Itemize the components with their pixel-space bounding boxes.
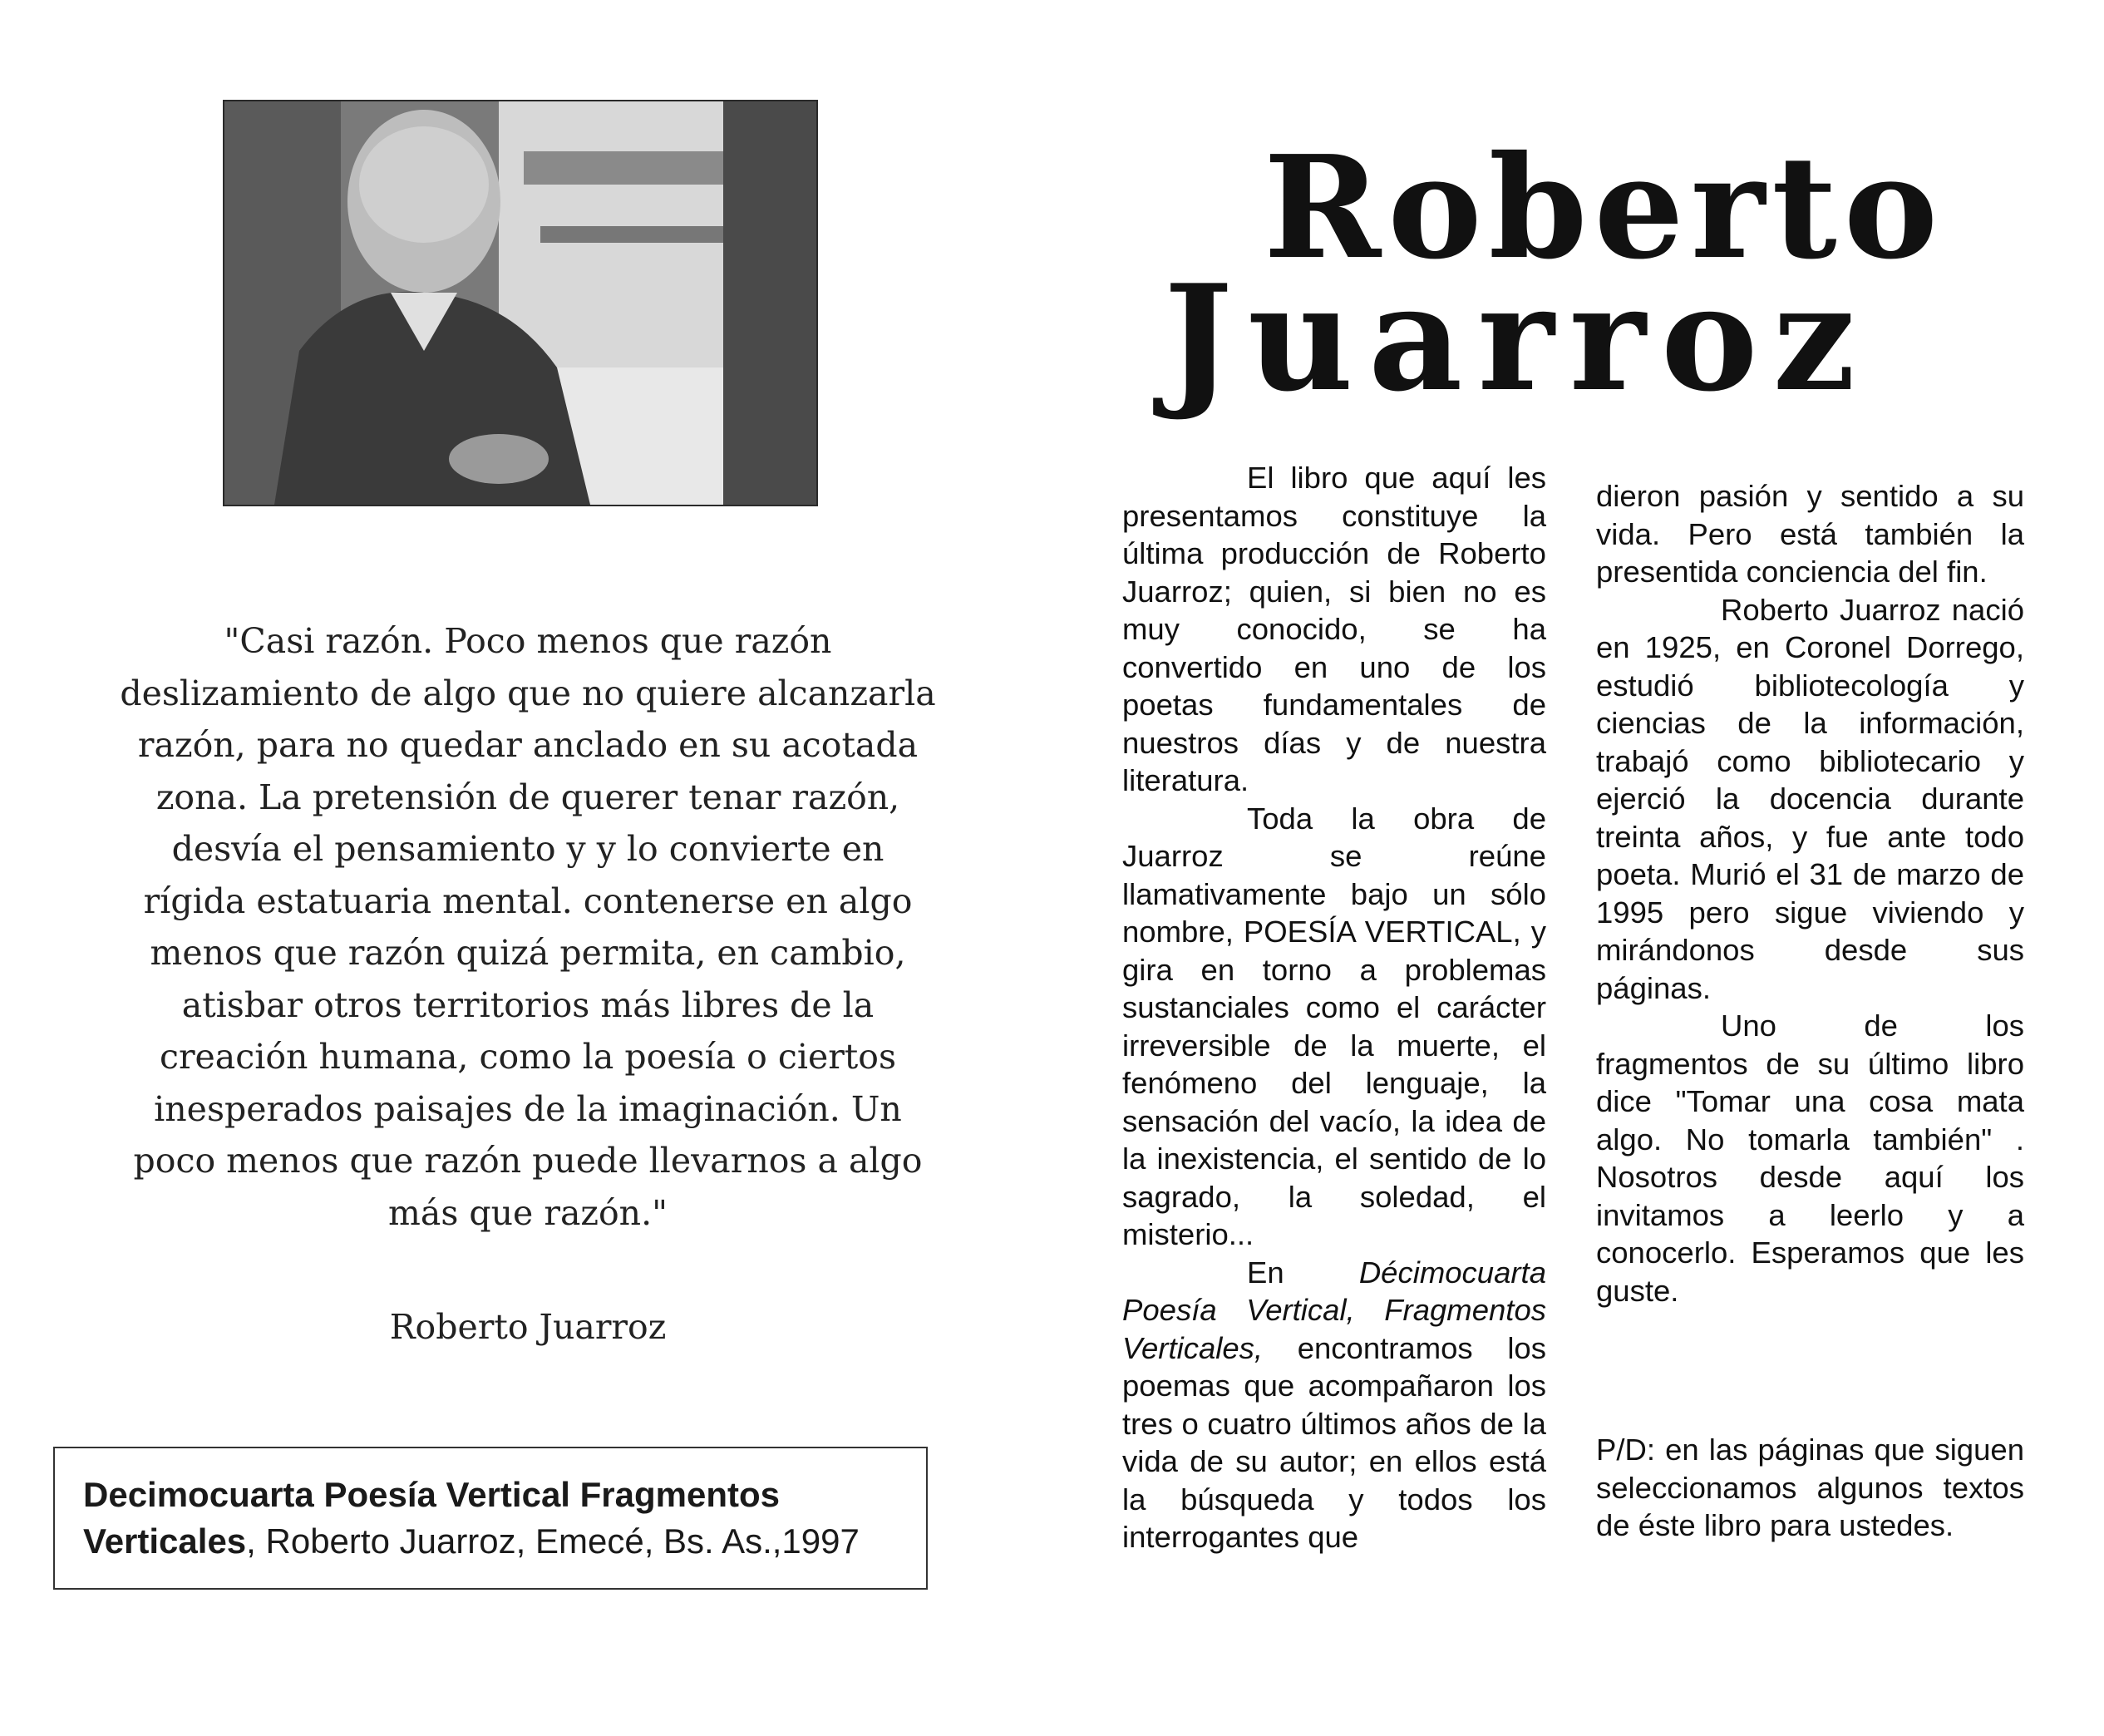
title-last-name: Juarroz (1164, 254, 1870, 424)
quote-author: Roberto Juarroz (389, 1307, 667, 1347)
title-first-name: Roberto (1264, 125, 1945, 291)
paragraph (1122, 1254, 1546, 1556)
paragraph: Toda la obra de Juarroz se reúne llamativamente bajo un sólo nombre, POESÍA VERTICAL, y gira en torno a problemas sustanciales como el carácter irreversible de la muerte, el fenómeno del lenguaje, la sensación del vacío, la idea de la inexistencia, el sentido de lo sagrado, la soledad, el misterio... (1122, 801, 1546, 1251)
book-reference-details: , Roberto Juarroz, Emecé, Bs. As.,1997 (246, 1521, 860, 1561)
author-quote: "Casi razón. Poco menos que razón deslizamiento de algo que no quiere alcanzarla razón, para no quedar anclado en su acotada zona. La pretensión de querer tenar razón, desvía el pensamiento y y lo convierte en rígida estatuaria mental. contenerse en algo menos que razón quizá permita, en cambio, atisbar otros territorios más libres de la creación humana, como la poesía o ciertos inesperados paisajes de la imaginación. Un poco menos que razón puede llevarnos a algo más que razón." (120, 621, 936, 1233)
paragraph: Uno de los fragmentos de su último libro dice "Tomar una cosa mata algo. No tomarla también" . Nosotros desde aquí los invitamos a leerlo y a conocerlo. Esperamos que les guste. (1596, 1009, 2024, 1308)
postscript: P/D: en las páginas que siguen seleccionamos algunos textos de éste libro para ustedes. (1596, 1433, 2024, 1542)
paragraph: El libro que aquí les presentamos constituye la última producción de Roberto Juarroz; quien, si bien no es muy conocido, se ha convertido en uno de los poetas fundamentales de nuestros días y de nuestra literatura. (1122, 461, 1546, 797)
paragraph-rest: encontramos los poemas que acompañaron los tres o cuatro últimos años de la vida de su autor; en ellos está la búsqueda y todos los interrogantes que (1122, 1330, 1546, 1554)
text-column-2 (1596, 477, 2024, 1545)
book-reference (53, 1447, 928, 1590)
paragraph: Roberto Juarroz nació en 1925, en Coronel Dorrego, estudió bibliotecología y ciencias de la información, trabajó como bibliotecario y ejerció la docencia durante treinta años, y fue ante todo poeta. Murió el 31 de marzo de 1995 pero sigue viviendo y mirándonos desde sus páginas. (1596, 592, 2024, 1005)
book-reference-title: Decimocuarta Poesía Vertical Fragmentos Verticales (83, 1475, 781, 1561)
author-photo (223, 100, 818, 506)
text-column-1 (1122, 459, 1546, 1556)
book-title-italic: Décimocuarta Poesía Vertical, Fragmentos Verticales, (1122, 1255, 1546, 1365)
page-title (1164, 125, 2028, 424)
paragraph: dieron pasión y sentido a su vida. Pero está también la presentida conciencia del fin. (1596, 479, 2024, 589)
author-portrait-illustration (224, 101, 816, 505)
paragraph-lead: En (1247, 1255, 1359, 1290)
